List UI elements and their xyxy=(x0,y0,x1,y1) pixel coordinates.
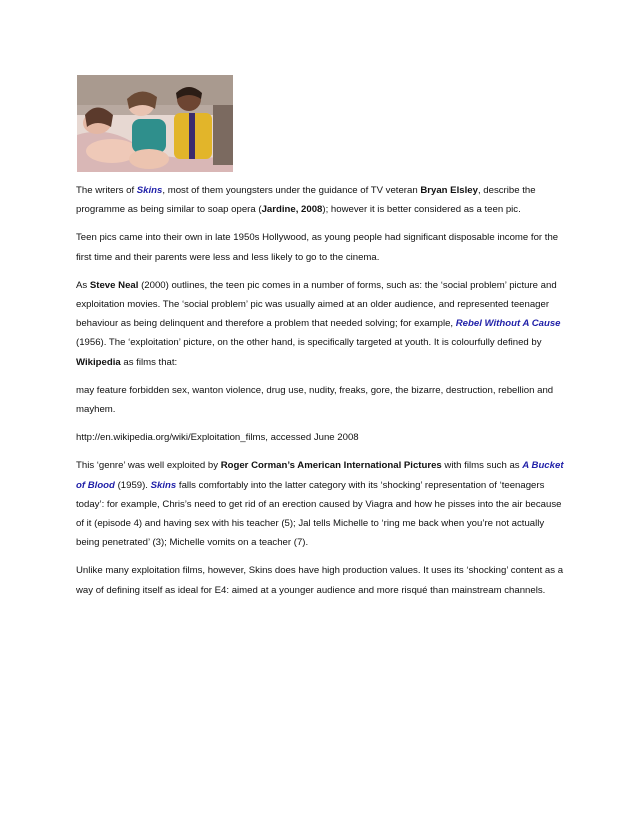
paragraph-corman xyxy=(76,456,566,552)
skins-cast-photo xyxy=(77,75,233,172)
text-run: with films such as xyxy=(441,460,523,472)
paragraph-steve-neal xyxy=(76,276,566,372)
text-run: as films that: xyxy=(120,356,178,368)
text-run: , most of them youngsters under the guidance of TV veteran xyxy=(162,185,421,196)
bryan-elsley-name: Bryan Elsley xyxy=(420,185,478,196)
text-run: ); however it is better considered as a teen pic. xyxy=(322,204,521,216)
paragraph-production-values: Unlike many exploitation films, however, Skins does have high production values. It uses its ‘shocking’ content as a way of defining itself as ideal for E4: aimed at a younger audience and more risqué than mainstream channels. xyxy=(76,565,564,596)
text-run: falls comfortably into the latter category with its ‘shocking’ representation of ‘teenagers today’: for example, Chris’s need to get rid of an erection caused by Viagra and how he pisses into the air because of it (episode 4) and having sex with his teacher (5); Jal tells Michelle to ‘ring me back when you’re not actually being penetrated’ (3); Michelle vomits on a teacher (7). xyxy=(76,479,562,549)
text-run: (1959). xyxy=(114,479,151,491)
text-run: The writers of xyxy=(76,185,137,196)
article-body xyxy=(76,181,566,609)
skins-link[interactable]: Skins xyxy=(136,185,163,196)
steve-neal-name: Steve Neal xyxy=(89,279,139,291)
rebel-without-a-cause-link[interactable]: Rebel Without A Cause xyxy=(455,318,561,330)
jardine-reference: Jardine, 2008 xyxy=(261,204,323,216)
quote-exploitation-definition: may feature forbidden sex, wanton violence, drug use, nudity, freaks, gore, the bizarre, destruction, rebellion and mayhem. xyxy=(76,384,554,416)
corman-aip-name: Roger Corman’s American International Pictures xyxy=(220,460,442,472)
a-bucket-of-blood-link[interactable]: A Bucket of Blood xyxy=(76,460,564,491)
text-run: (2000) outlines, the teen pic comes in a number of forms, such as: the ‘social problem’ picture and exploitation movies. The ‘social problem’ pic was usually aimed at an older audience, and represented teenager behaviour as being delinquent and therefore a problem that needed solving; for example, xyxy=(76,279,557,330)
text-run: This ‘genre’ was well exploited by xyxy=(76,460,221,472)
paragraph-intro xyxy=(76,181,566,219)
photo-image xyxy=(77,75,233,172)
wikipedia-name: Wikipedia xyxy=(76,356,121,368)
skins-link-2[interactable]: Skins xyxy=(150,479,177,491)
citation-url: http://en.wikipedia.org/wiki/Exploitation_films, accessed June 2008 xyxy=(76,432,359,444)
text-run: (1956). The ‘exploitation’ picture, on the other hand, is specifically targeted at youth. It is colourfully defined by xyxy=(76,337,542,349)
text-run: , describe the programme as being similar to soap opera ( xyxy=(76,185,536,216)
text-run: As xyxy=(76,279,90,291)
paragraph-teen-pics: Teen pics came into their own in late 1950s Hollywood, as young people had significant disposable income for the first time and their parents were less and less likely to go to the cinema. xyxy=(76,232,559,263)
